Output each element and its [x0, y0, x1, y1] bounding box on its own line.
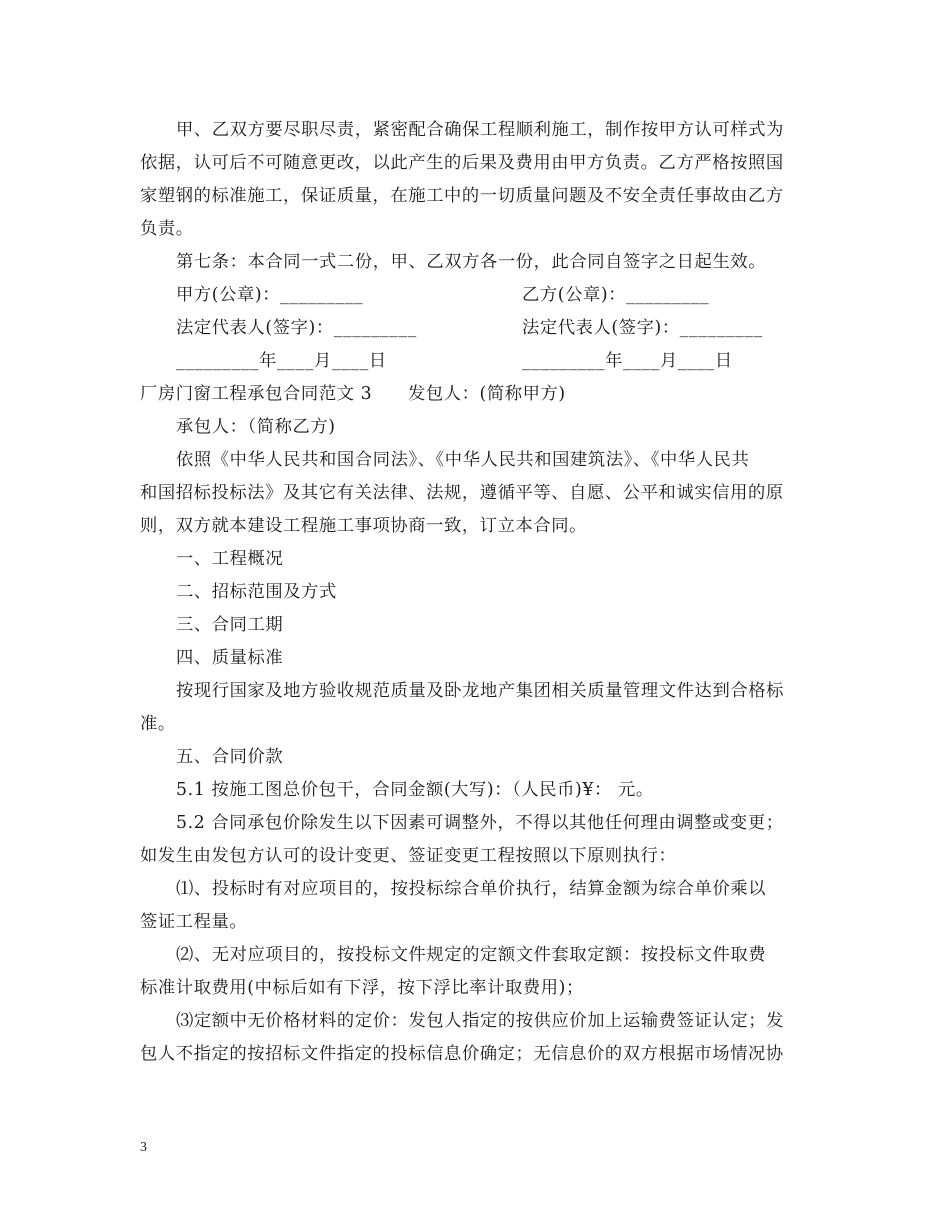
text-line: 5.2 合同承包价除发生以下因素可调整外，不得以其他任何理由调整或变更；	[176, 813, 784, 833]
text-line: 则，双方就本建设工程施工事项协商一致，订立本合同。	[140, 516, 588, 536]
clause-seven: 第七条：本合同一式二份，甲、乙双方各一份，此合同自签字之日起生效。	[176, 252, 767, 272]
text-line: ⑴、投标时有对应项目的，按投标综合单价执行，结算金额为综合单价乘以	[176, 879, 767, 899]
party-a-seal: 甲方(公章)：_________	[176, 285, 364, 305]
text-line: 5.1 按施工图总价包干，合同金额(大写)：（人民币)¥： 元。	[176, 780, 654, 800]
text-line: 依据，认可后不可随意更改，以此产生的后果及费用由甲方负责。乙方严格按照国	[140, 153, 784, 173]
text-line: 依照《中华人民共和国合同法》、《中华人民共和国建筑法》、《中华人民共	[176, 450, 750, 470]
text-line: ⑵、无对应项目的，按投标文件规定的定额文件套取定额：按投标文件取费	[176, 945, 767, 965]
section-heading: 四、质量标准	[176, 648, 284, 668]
text-line: 标准计取费用(中标后如有下浮，按下浮比率计取费用)；	[140, 978, 584, 998]
text-line: 承包人：（简称乙方)	[176, 417, 336, 437]
text-line: 如发生由发包方认可的设计变更、签证变更工程按照以下原则执行：	[140, 846, 677, 866]
text-line: 按现行国家及地方验收规范质量及卧龙地产集团相关质量管理文件达到合格标	[176, 681, 784, 701]
text-line: ⑶定额中无价格材料的定价：发包人指定的按供应价加上运输费签证认定；发	[176, 1011, 784, 1031]
party-a-representative: 法定代表人(签字)：_________	[176, 318, 417, 338]
party-b-seal: 乙方(公章)：_________	[522, 285, 710, 305]
text-line: 准。	[140, 714, 176, 734]
party-a-date: _________年____月____日	[176, 351, 387, 371]
text-line: 甲、乙双方要尽职尽责，紧密配合确保工程顺利施工，制作按甲方认可样式为	[176, 120, 784, 140]
section-heading: 二、招标范围及方式	[176, 582, 337, 602]
page-number: 3	[140, 1140, 147, 1155]
party-b-representative: 法定代表人(签字)：_________	[522, 318, 763, 338]
text-line: 家塑钢的标准施工，保证质量，在施工中的一切质量问题及不安全责任事故由乙方	[140, 186, 784, 206]
text-line: 包人不指定的按招标文件指定的投标信息价确定；无信息价的双方根据市场情况协	[140, 1044, 784, 1064]
section-heading: 三、合同工期	[176, 615, 284, 635]
section-heading: 五、合同价款	[176, 747, 284, 767]
contract-title: 厂房门窗工程承包合同范文 3 发包人：(简称甲方)	[140, 384, 566, 404]
party-b-date: _________年____月____日	[522, 351, 733, 371]
text-line: 签证工程量。	[140, 912, 248, 932]
text-line: 负责。	[140, 219, 194, 239]
section-heading: 一、工程概况	[176, 549, 284, 569]
text-line: 和国招标投标法》及其它有关法律、法规，遵循平等、自愿、公平和诚实信用的原	[140, 483, 784, 503]
